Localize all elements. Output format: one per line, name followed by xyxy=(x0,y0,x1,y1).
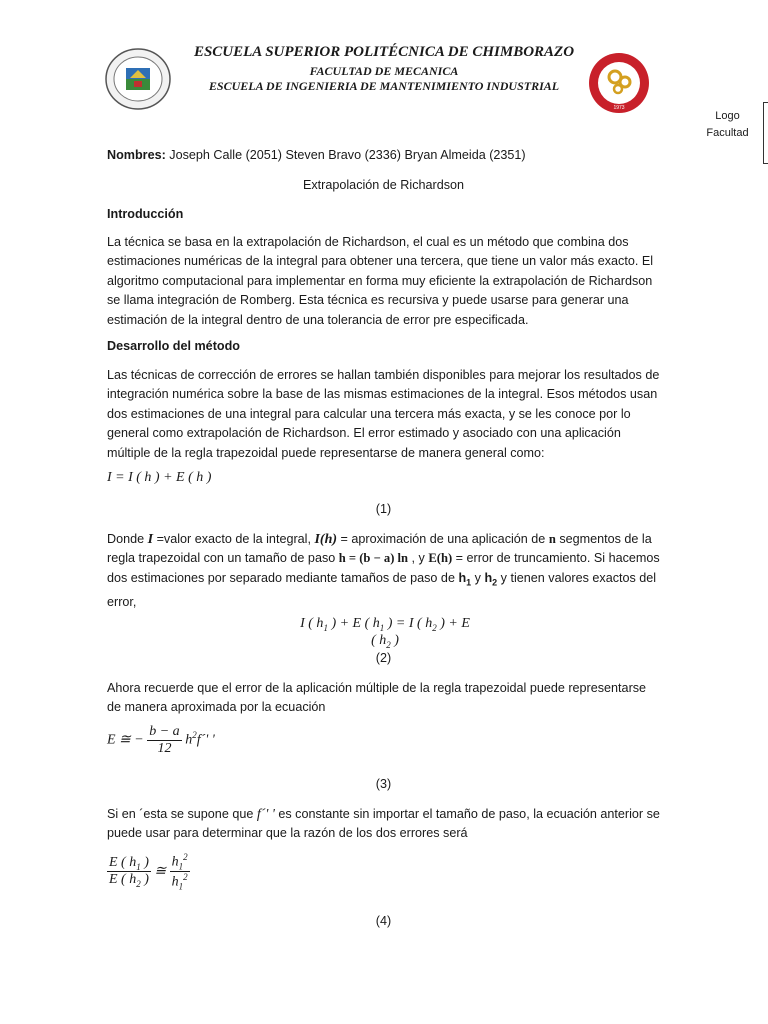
names-value: Joseph Calle (2051) Steven Bravo (2336) Bryan Almeida (2351) xyxy=(165,148,526,162)
equation-1: I = I ( h ) + E ( h ) xyxy=(107,470,212,485)
logo-faculty-label: Facultad xyxy=(706,127,749,139)
equation-3-label: (3) xyxy=(375,777,392,791)
intro-paragraph: La técnica se basa en la extrapolación de Richardson, el cual es un método que combina dos estimaciones numéricas de la integral para obtener una tercera, que tiene un valor más exacto. El algoritmo computacional para implementar en forma muy eficiente la extrapolación de Richardson se llama integración de Romberg. Esta técnica es recursiva y puede usarse para generar una estimación de la integral dentro de una tolerancia de error pre especificada. xyxy=(107,235,654,327)
symbol-I: I xyxy=(147,532,154,547)
definitions-paragraph: Donde I =valor exacto de la integral, I(h) = aproximación de una aplicación de n segmentos de la regla trapezoidal con un tamaño de paso h = (b − a) ln , y E(h) = error de truncamiento. Si hacemos dos estimaciones por separado mediante tamaños de paso de $h_1$ y $h_2$ y tienen valores exactos del error, xyxy=(107,532,660,609)
faculty-seal-right xyxy=(588,52,650,114)
school-name: ESCUELA DE INGENIERIA DE MANTENIMIENTO INDUSTRIAL xyxy=(208,79,560,93)
equation-4-label: (4) xyxy=(375,914,392,928)
document-title: Extrapolación de Richardson xyxy=(302,178,464,192)
equation-1-label: (1) xyxy=(375,502,392,516)
svg-text:1973: 1973 xyxy=(613,105,625,111)
intro-heading: Introducción xyxy=(107,207,184,221)
symbol-Eh: E(h) xyxy=(428,551,453,566)
authors-line xyxy=(107,146,660,165)
step-size-definition: h = (b − a) ln xyxy=(338,551,409,566)
names-label: Nombres: xyxy=(107,148,166,162)
equation-4: $\frac{E ( h_1 )}{E ( h_2 )}$ ≅ $\frac{h_1^2}{h_1^2}$ xyxy=(109,852,188,892)
logo-placeholder xyxy=(700,108,755,142)
institution-name: ESCUELA SUPERIOR POLITÉCNICA DE CHIMBORAZO xyxy=(193,44,575,60)
equation-2-label: (2) xyxy=(375,651,392,665)
error-paragraph: Ahora recuerde que el error de la aplicación múltiple de la regla trapezoidal puede representarse de manera aproximada por la ecuación xyxy=(107,681,647,715)
method-paragraph: Las técnicas de corrección de errores se hallan también disponibles para mejorar los resultados de integración numérica sobre la base de las mismas estimaciones de la integral. Esos métodos usan dos estimaciones de una integral para calcular una tercera más exacta, y se les conoce por lo general como extrapolación de Richardson. El error estimado y asociado con una aplicación múltiple de la regla trapezoidal puede representarse de manera general como: xyxy=(107,368,660,460)
faculty-name: FACULTAD DE MECANICA xyxy=(309,64,459,78)
logo-frame xyxy=(763,102,768,164)
symbol-Ih: I(h) xyxy=(314,532,338,547)
symbol-n: n xyxy=(548,532,556,546)
logo-label: Logo xyxy=(715,110,740,122)
ratio-paragraph: Si en ´esta se supone que f´' ' es constante sin importar el tamaño de paso, la ecuación anterior se puede usar para determinar que la razón de los dos errores será xyxy=(107,807,660,841)
equation-2: I ( $h_1$ ) + E ( $h_1$ ) = I ( $h_2$ ) + E ( $h_2$ ) xyxy=(300,616,470,650)
method-heading: Desarrollo del método xyxy=(107,339,240,353)
symbol-f-double-prime: f´' ' xyxy=(256,807,275,822)
equation-3: E ≅ − $\frac{b - a}{12}$ $h^2f´'$ ' xyxy=(107,724,215,756)
